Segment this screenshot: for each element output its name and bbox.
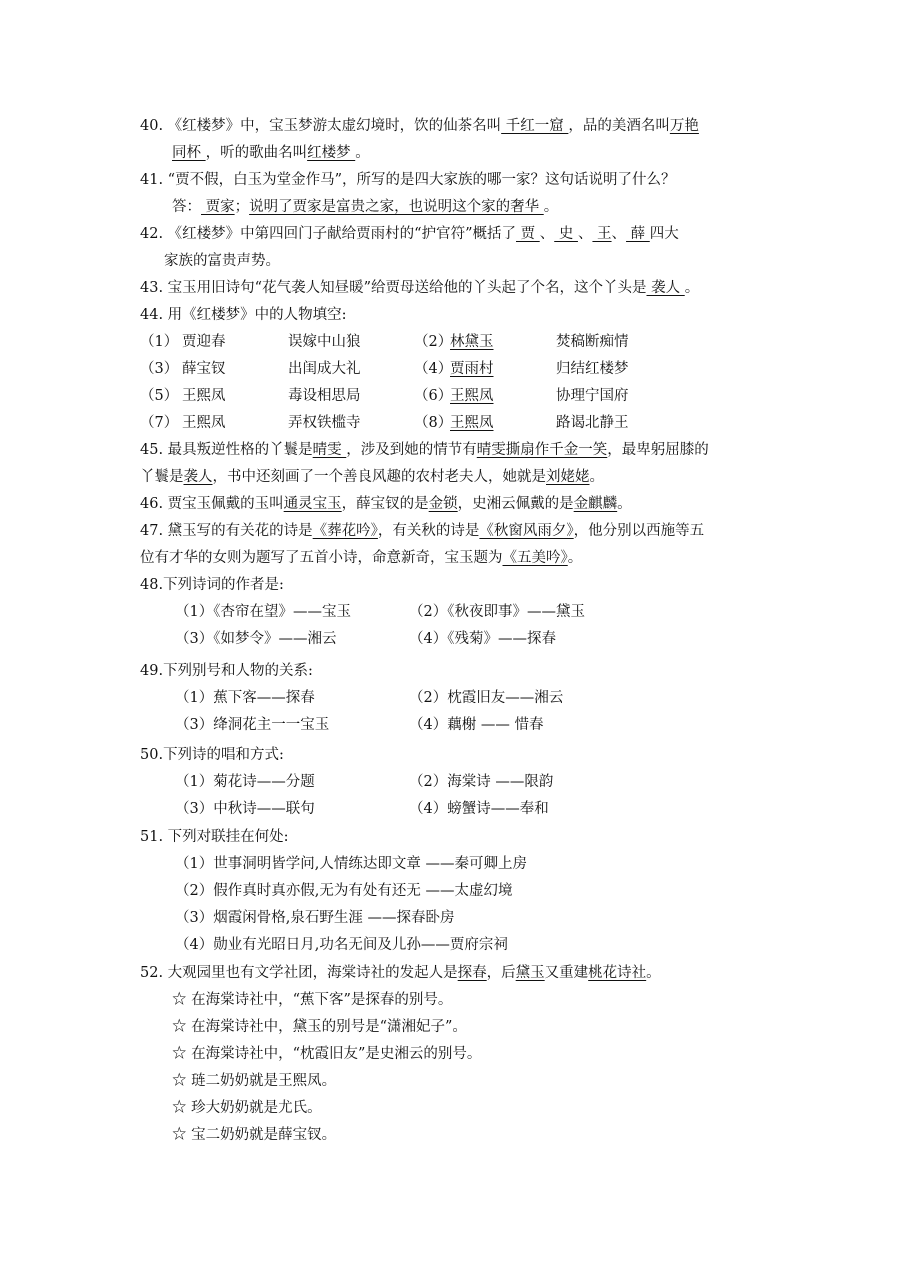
question-42-line-2 [164, 251, 280, 271]
text-segment: ，有关秋的诗是 [377, 523, 480, 539]
text-segment: 。 [355, 145, 370, 161]
question-text: 用《红楼梦》中的人物填空: [167, 307, 347, 323]
couplet-line: （3）烟霞闲骨格,泉石野生涯 ——探春卧房 [175, 910, 455, 926]
question-47-line-2 [140, 548, 582, 568]
answer-blank: 贾雨村 [450, 361, 494, 377]
text-segment: 宝玉用旧诗句“花气袭人知昼暖”给贾母送给他的丫头起了个名，这个丫头是 [167, 280, 647, 296]
answer-blank: 贾家 [201, 199, 235, 215]
text-segment: ，薛宝钗的是 [341, 496, 429, 512]
text-segment: 家族的富贵声势。 [164, 253, 280, 269]
answer-blank: 晴雯 [312, 442, 347, 458]
star-icon: ☆ [172, 1100, 187, 1116]
list-item: （2）《秋夜即事》——黛玉 [409, 604, 585, 620]
row-cell: 焚稿断痴情 [556, 334, 629, 350]
list-item: （1）蕉下客——探春 [175, 690, 315, 706]
answer-blank: 黛玉 [515, 965, 545, 981]
question-45-line-1 [140, 440, 709, 460]
row-cell: （3） [140, 361, 179, 377]
question-number: 47. [140, 523, 164, 539]
answer-blank: 王熙凤 [450, 388, 494, 404]
row-cell: 归结红楼梦 [556, 361, 629, 377]
list-item: （2）枕霞旧友——湘云 [409, 690, 564, 706]
text-segment: ，最卑躬屈膝的 [607, 442, 709, 458]
question-40-line-1 [140, 116, 699, 136]
row-cell: 贾迎春 [182, 334, 226, 350]
star-icon: ☆ [172, 1019, 187, 1035]
row-cell: 误嫁中山狼 [288, 334, 361, 350]
answer-blank: 同杯 [172, 145, 206, 161]
note-text: 在海棠诗社中，黛玉的别号是“潇湘妃子”。 [191, 1019, 467, 1035]
question-41-line-1 [140, 170, 676, 190]
question-51-title [140, 827, 289, 847]
note-item [172, 1017, 467, 1037]
text-segment: 、 [611, 226, 627, 242]
text-segment: 贾宝玉佩戴的玉叫 [167, 496, 284, 512]
answer-blank: 通灵宝玉 [283, 496, 342, 512]
list-item: （4）《残菊》——探春 [409, 631, 556, 647]
question-number: 41. [140, 172, 164, 188]
list-item [175, 908, 454, 928]
text-segment: 《红楼梦》中，宝玉梦游太虚幻境时，饮的仙茶名叫 [167, 118, 502, 134]
answer-blank: 探春 [457, 965, 487, 981]
list-item: （2）海棠诗 ——限韵 [409, 774, 554, 790]
question-number: 40. [140, 118, 164, 134]
answer-blank: 万艳 [669, 118, 699, 134]
question-number: 52. [140, 965, 164, 981]
text-segment: ，他分别以西施等五 [573, 523, 705, 539]
star-icon: ☆ [172, 1046, 187, 1062]
row-cell: （1） [140, 334, 179, 350]
text-segment: ，品的美酒名叫 [568, 118, 670, 134]
star-icon: ☆ [172, 992, 187, 1008]
row-cell: 王熙凤 [182, 415, 226, 431]
question-49-title [140, 661, 313, 681]
answer-blank: 王 [592, 226, 612, 242]
note-item [172, 1044, 481, 1064]
question-number: 50. [140, 747, 164, 763]
list-item: （1）菊花诗——分题 [175, 774, 315, 790]
text-segment: 大观园里也有文学社团，海棠诗社的发起人是 [167, 965, 458, 981]
answer-blank: 《五美吟》 [502, 550, 568, 566]
answer-blank: 袭人 [183, 469, 213, 485]
note-text: 珍大奶奶就是尤氏。 [191, 1100, 322, 1116]
question-number: 49. [140, 663, 164, 679]
answer-blank: 刘姥姥 [546, 469, 590, 485]
answer-blank: 红楼梦 [307, 145, 356, 161]
star-icon: ☆ [172, 1073, 187, 1089]
row-cell: （7） [140, 415, 179, 431]
text-segment: 丫鬟是 [140, 469, 184, 485]
question-text: 下列别号和人物的关系: [163, 663, 313, 679]
text-segment: 。 [617, 496, 632, 512]
answer-blank: 金麒麟 [573, 496, 618, 512]
list-item: （4）螃蟹诗——奉和 [409, 801, 549, 817]
row-cell: 路谒北静王 [556, 415, 629, 431]
text-segment: 答： [172, 199, 201, 215]
question-number: 42. [140, 226, 164, 242]
text-segment: 又重建 [544, 965, 589, 981]
text-segment: 《红楼梦》中第四回门子献给贾雨村的“护官符”概括了 [167, 226, 516, 242]
text-segment: “贾不假，白玉为堂金作马”，所写的是四大家族的哪一家？这句话说明了什么？ [167, 172, 676, 188]
question-47-line-1 [140, 521, 704, 541]
star-icon: ☆ [172, 1127, 187, 1143]
couplet-line: （1）世事洞明皆学问,人情练达即文章 ——秦可卿上房 [175, 856, 527, 872]
text-segment: ，史湘云佩戴的是 [457, 496, 574, 512]
question-48-title [140, 575, 284, 595]
question-46-line-1 [140, 494, 632, 514]
text-segment: 。 [646, 965, 661, 981]
question-40-line-2 [172, 143, 370, 163]
question-44-title [140, 305, 347, 325]
answer-blank: 贾 [516, 226, 540, 242]
note-item [172, 990, 452, 1010]
list-item: （4）藕榭 —— 惜春 [409, 717, 544, 733]
answer-blank: 桃花诗社 [588, 965, 647, 981]
list-item: （1）《杏帘在望》——宝玉 [175, 604, 351, 620]
note-item [172, 1125, 336, 1145]
question-number: 44. [140, 307, 164, 323]
couplet-line: （4）勋业有光昭日月,功名无间及儿孙——贾府宗祠 [175, 937, 508, 953]
row-cell: 王熙凤 [182, 388, 226, 404]
question-number: 43. [140, 280, 164, 296]
question-number: 48. [140, 577, 164, 593]
question-45-line-2 [140, 467, 604, 487]
row-cell: （2） [414, 334, 453, 350]
answer-blank: 史 [554, 226, 578, 242]
answer-blank: 《秋窗风雨夕》 [479, 523, 574, 539]
answer-blank: 王熙凤 [450, 415, 494, 431]
row-cell: 弄权铁槛寺 [288, 415, 361, 431]
note-text: 在海棠诗社中，“蕉下客”是探春的别号。 [191, 992, 453, 1008]
question-number: 51. [140, 829, 164, 845]
row-cell: 协理宁国府 [556, 388, 629, 404]
note-text: 宝二奶奶就是薛宝钗。 [191, 1127, 337, 1143]
list-item: （3）中秋诗——联句 [175, 801, 315, 817]
answer-blank: 说明了贾家是富贵之家，也说明这个家的奢华 [249, 199, 544, 215]
note-item [172, 1071, 336, 1091]
answer-blank: 千红一窟 [501, 118, 569, 134]
question-text: 下列诗的唱和方式: [163, 747, 284, 763]
text-segment: 、 [577, 226, 593, 242]
question-42-line-1 [140, 224, 679, 244]
question-52-line-1 [140, 963, 661, 983]
answer-blank: 《葬花吟》 [312, 523, 378, 539]
list-item [175, 935, 508, 955]
row-cell: （8） [414, 415, 453, 431]
question-41-line-2 [172, 197, 558, 217]
list-item: （3）绛洞花主一一宝玉 [175, 717, 330, 733]
row-cell: （6） [414, 388, 453, 404]
text-segment: ，涉及到她的情节有 [346, 442, 477, 458]
text-segment: ，书中还刻画了一个善良风趣的农村老夫人，她就是 [212, 469, 546, 485]
note-item [172, 1098, 322, 1118]
question-text: 下列对联挂在何处: [167, 829, 289, 845]
text-segment: 位有才华的女则为题写了五首小诗，命意新奇，宝玉题为 [140, 550, 503, 566]
text-segment: 四大 [649, 226, 679, 242]
answer-blank: 薛 [626, 226, 650, 242]
question-43-line-1 [140, 278, 699, 298]
text-segment: ； [234, 199, 250, 215]
question-number: 46. [140, 496, 164, 512]
answer-blank: 袭人 [646, 280, 685, 296]
row-cell: 毒设相思局 [288, 388, 361, 404]
text-segment: 、 [539, 226, 555, 242]
text-segment: 最具叛逆性格的丫鬟是 [167, 442, 313, 458]
text-segment: 。 [589, 469, 604, 485]
text-segment: 。 [567, 550, 583, 566]
row-cell: 出闺成大礼 [288, 361, 361, 377]
text-segment: 。 [543, 199, 559, 215]
couplet-line: （2）假作真时真亦假,无为有处有还无 ——太虚幻境 [175, 883, 513, 899]
answer-blank: 金锁 [428, 496, 458, 512]
text-segment: ，听的歌曲名叫 [205, 145, 308, 161]
text-segment: ，后 [486, 965, 516, 981]
row-cell: （5） [140, 388, 179, 404]
answer-blank: 晴雯撕扇作千金一笑 [476, 442, 608, 458]
note-text: 在海棠诗社中，“枕霞旧友”是史湘云的别号。 [191, 1046, 482, 1062]
text-segment: 黛玉写的有关花的诗是 [167, 523, 313, 539]
list-item [175, 881, 512, 901]
text-segment: 。 [684, 280, 700, 296]
row-cell: 薛宝钗 [182, 361, 226, 377]
answer-blank: 林黛玉 [450, 334, 494, 350]
question-text: 下列诗词的作者是: [163, 577, 284, 593]
question-number: 45. [140, 442, 164, 458]
note-text: 琏二奶奶就是王熙凤。 [191, 1073, 337, 1089]
question-50-title [140, 745, 284, 765]
row-cell: （4） [414, 361, 453, 377]
list-item [175, 854, 527, 874]
list-item: （3）《如梦令》——湘云 [175, 631, 337, 647]
